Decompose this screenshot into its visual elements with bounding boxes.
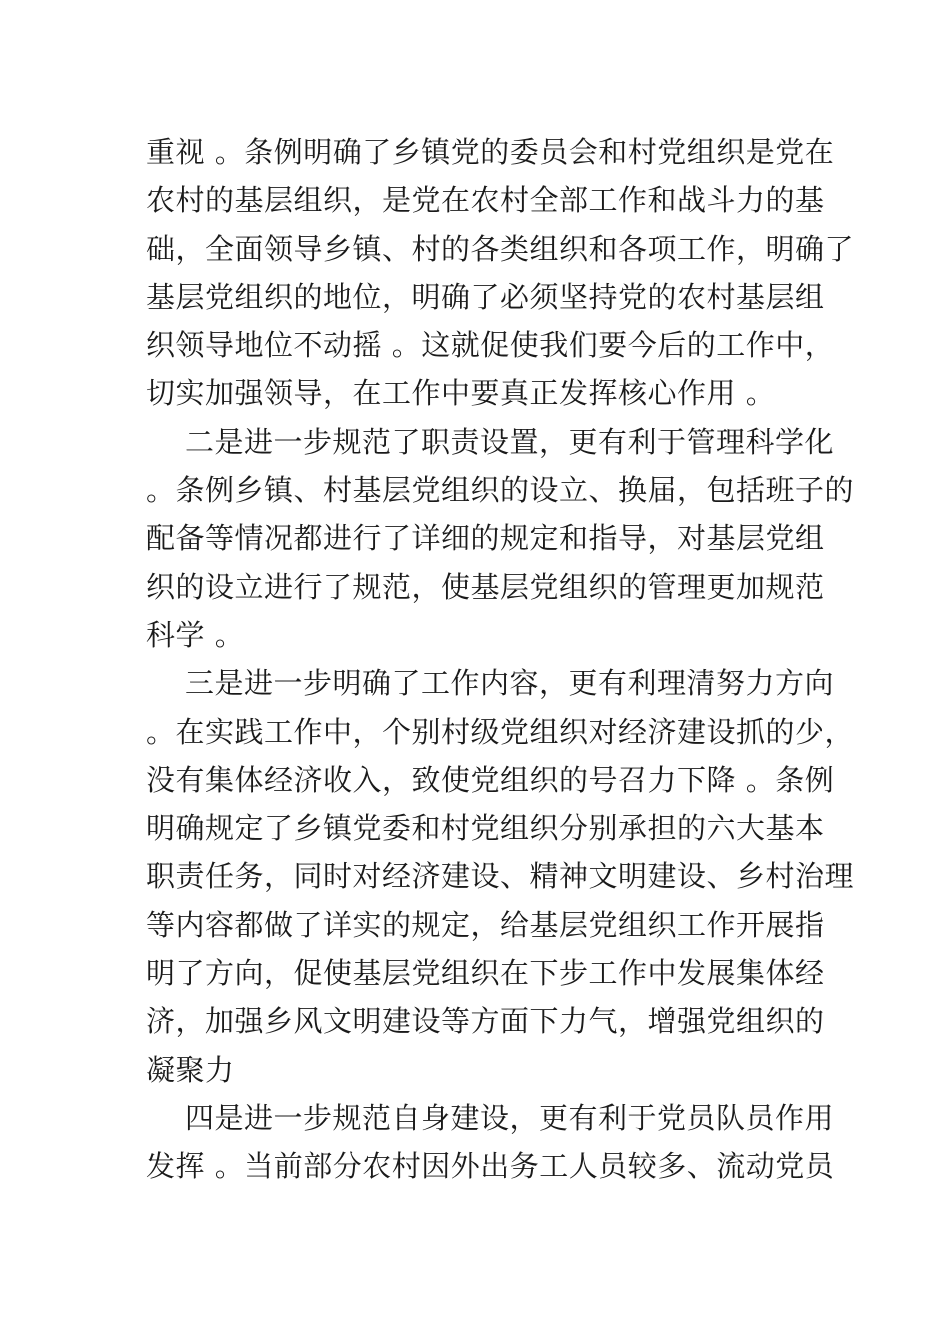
text-line: 配备等情况都进行了详细的规定和指导，对基层党组 — [146, 521, 825, 556]
text-line: 。在实践工作中，个别村级党组织对经济建设抓的少， — [146, 714, 855, 749]
text-line: 切实加强领导，在工作中要真正发挥核心作用 。 — [146, 376, 776, 411]
text-line: 基层党组织的地位，明确了必须坚持党的农村基层组 — [146, 279, 825, 314]
text-line: 明了方向，促使基层党组织在下步工作中发展集体经 — [146, 956, 825, 991]
text-line: 三是进一步明确了工作内容，更有利理清努力方向 — [185, 666, 835, 701]
text-line: 等内容都做了详实的规定，给基层党组织工作开展指 — [146, 907, 825, 942]
text-line: 农村的基层组织，是党在农村全部工作和战斗力的基 — [146, 183, 825, 218]
document-body-text — [146, 128, 855, 1191]
text-line: 职责任务，同时对经济建设、精神文明建设、乡村治理 — [146, 859, 855, 894]
text-line: 。条例乡镇、村基层党组织的设立、换届，包括班子的 — [146, 473, 855, 508]
text-line: 发挥 。当前部分农村因外出务工人员较多、流动党员 — [146, 1149, 835, 1184]
text-line: 织的设立进行了规范，使基层党组织的管理更加规范 — [146, 569, 825, 604]
text-line: 础，全面领导乡镇、村的各类组织和各项工作，明确了 — [146, 231, 855, 266]
text-line: 凝聚力 — [146, 1052, 235, 1087]
text-line: 没有集体经济收入，致使党组织的号召力下降 。条例 — [146, 762, 835, 797]
text-line: 四是进一步规范自身建设，更有利于党员队员作用 — [185, 1100, 835, 1135]
text-line: 济，加强乡风文明建设等方面下力气，增强党组织的 — [146, 1004, 825, 1039]
text-line: 二是进一步规范了职责设置，更有利于管理科学化 — [185, 424, 835, 459]
text-line: 明确规定了乡镇党委和村党组织分别承担的六大基本 — [146, 811, 825, 846]
text-line: 重视 。条例明确了乡镇党的委员会和村党组织是党在 — [146, 135, 835, 169]
text-line: 织领导地位不动摇 。这就促使我们要今后的工作中， — [146, 328, 835, 363]
text-line: 科学 。 — [146, 617, 245, 652]
